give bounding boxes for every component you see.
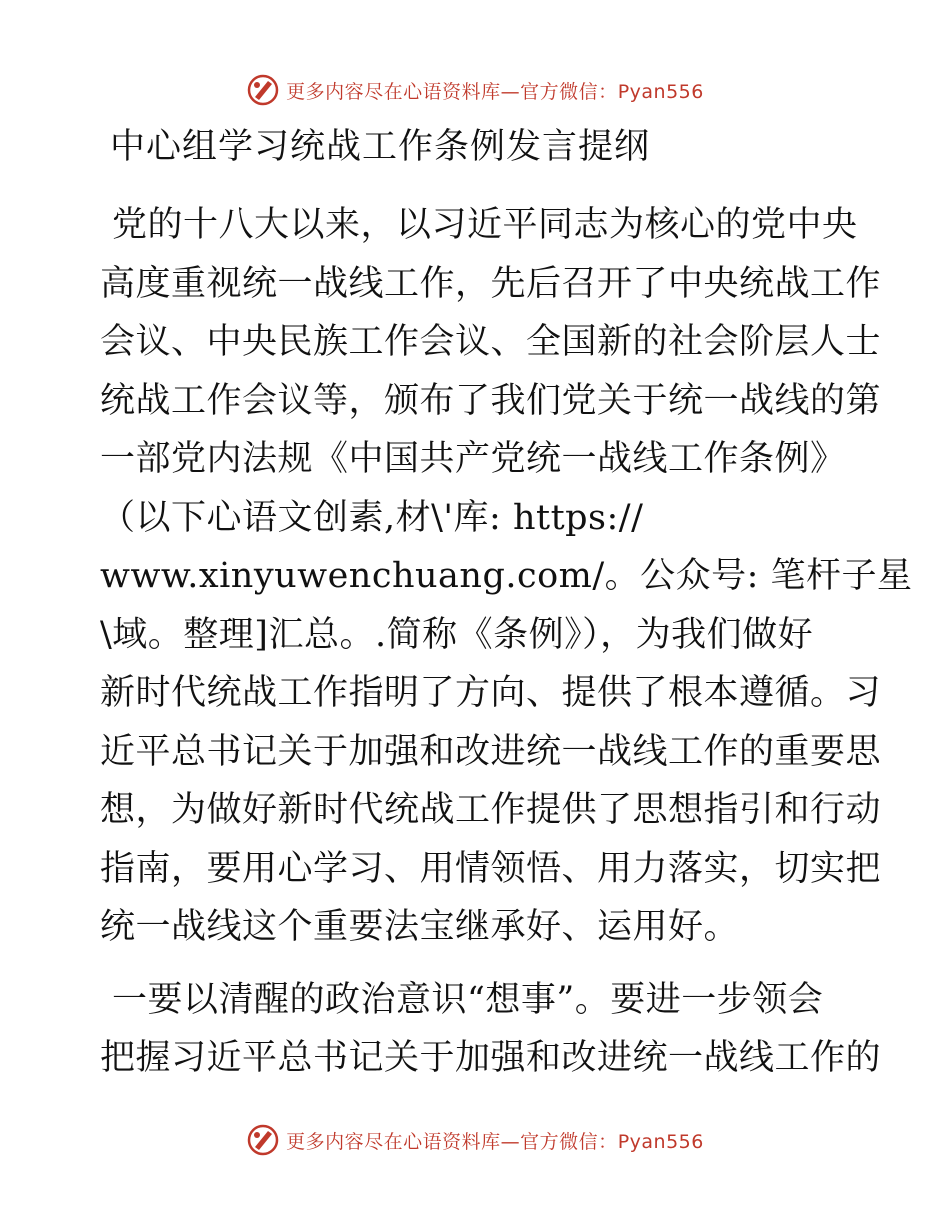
paragraph-line: 想，为做好新时代统战工作提供了思想指引和行动	[100, 790, 882, 830]
document-body	[100, 124, 913, 1088]
paragraph-line: 一部党内法规《中国共产党统一战线工作条例》	[100, 439, 846, 479]
logo-icon	[246, 1123, 280, 1157]
watermark-separator: —	[500, 80, 521, 103]
paragraph-line: 统一战线这个重要法宝继承好、运用好。	[100, 907, 740, 947]
paragraph-2	[100, 971, 882, 1088]
paragraph-line: 近平总书记关于加强和改进统一战线工作的重要思	[100, 731, 882, 772]
watermark-id: Pyan556	[617, 1130, 704, 1153]
watermark-text: 更多内容尽在心语资料库	[286, 1130, 501, 1153]
paragraph-line: 一要以清醒的政治意识“想事”。要进一步领会	[112, 979, 824, 1020]
document-title: 中心组学习统战工作条例发言提纲	[110, 127, 651, 167]
watermark-label: 官方微信：	[520, 1130, 618, 1153]
watermark-id: Pyan556	[617, 80, 704, 103]
paragraph-line: （以下心语文创素,材\'库: https://	[100, 497, 644, 538]
watermark-label: 官方微信：	[520, 80, 618, 103]
header-watermark	[0, 70, 950, 110]
paragraph-line: www.xinyuwenchuang.com/。公众号: 笔杆子星	[100, 556, 913, 596]
watermark-separator: —	[500, 1130, 521, 1153]
paragraph-line: 高度重视统一战线工作，先后召开了中央统战工作	[100, 263, 882, 304]
paragraph-line: 会议、中央民族工作会议、全国新的社会阶层人士	[100, 322, 882, 362]
logo-icon	[246, 73, 280, 107]
watermark-text: 更多内容尽在心语资料库	[286, 80, 501, 103]
paragraph-line: 新时代统战工作指明了方向、提供了根本遵循。习	[100, 673, 882, 713]
paragraph-1	[100, 196, 913, 957]
paragraph-line: 把握习近平总书记关于加强和改进统一战线工作的	[100, 1038, 882, 1078]
footer-watermark	[0, 1120, 950, 1160]
paragraph-line: \域。整理]汇总。.简称《条例》），为我们做好	[100, 614, 814, 655]
paragraph-line: 党的十八大以来，以习近平同志为核心的党中央	[112, 205, 858, 245]
paragraph-line: 统战工作会议等，颁布了我们党关于统一战线的第	[100, 380, 882, 421]
paragraph-line: 指南，要用心学习、用情领悟、用力落实，切实把	[100, 848, 882, 889]
